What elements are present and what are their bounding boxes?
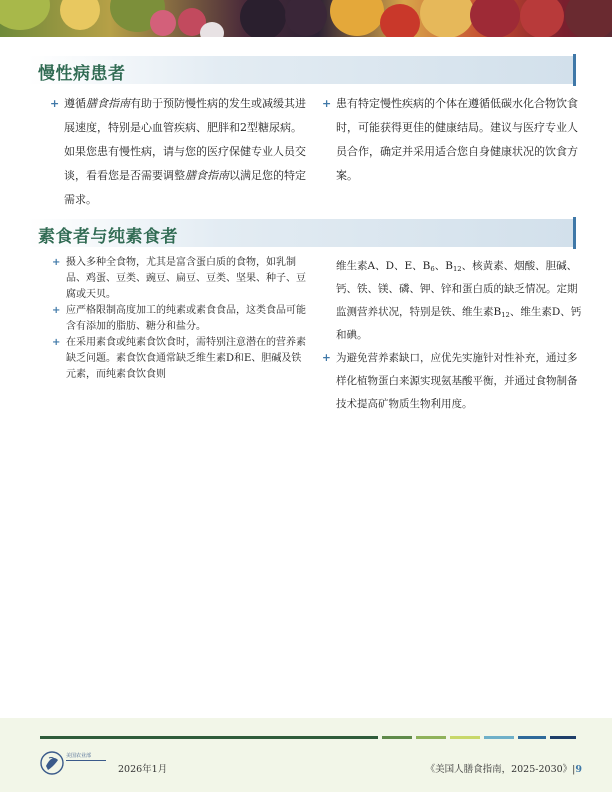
plus-bullet-icon: + — [52, 305, 61, 316]
list-item: + 遵循膳食指南有助于预防慢性病的发生或减缓其进展速度，特别是心血管疾病、肥胖和2型糖尿病。如果您患有慢性病，请与您的医疗保健专业人员交谈，看看您是否需要调整膳食指南以满足您的特定需求。 — [50, 92, 312, 212]
fruit-shape — [240, 0, 286, 37]
section-title: 慢性病患者 — [38, 64, 126, 84]
fruit-shape — [200, 22, 224, 37]
page-number: 9 — [575, 764, 582, 775]
fruit-shape — [420, 0, 474, 37]
list-item: + 应严格限制高度加工的纯素或素食食品，这类食品可能含有添加的脂肪、糖分和盐分。 — [52, 305, 306, 332]
plus-bullet-icon: + — [50, 97, 60, 110]
usda-hhs-logo — [40, 746, 110, 776]
fruit-shape — [565, 0, 612, 37]
footer-source-page — [426, 761, 582, 775]
footer-stripe — [550, 736, 576, 739]
footer-separator: | — [572, 764, 576, 775]
list-item: + 在采用素食或纯素食饮食时，需特别注意潜在的营养素缺乏问题。素食饮食通常缺乏维生素D和E、胆碱及铁元素，而纯素食饮食则 — [52, 337, 306, 380]
footer-stripe — [518, 736, 546, 739]
section2-left-column — [52, 255, 310, 383]
list-item: + 摄入多种全食物，尤其是富含蛋白质的食物，如乳制品、鸡蛋、豆类、豌豆、扁豆、豆类、坚果、种子、豆腐或天贝。 — [52, 257, 306, 300]
section-header-vegetarian — [28, 219, 576, 247]
footer-date: 2026年1月 — [118, 764, 168, 775]
fruit-shape — [60, 0, 100, 30]
fruit-banner-image — [0, 0, 612, 37]
section-accent-line — [573, 217, 576, 249]
plus-bullet-icon: + — [322, 352, 331, 364]
footer-stripe — [40, 736, 378, 739]
section-accent-line — [573, 54, 576, 86]
continued-paragraph: 维生素A、D、E、$B_6$、$B_{12}$、核黄素、烟酸、胆碱、钙、铁、镁、磷、钾、锌和蛋白质的缺乏情况。定期监测营养状况，特别是铁、维生素$B_{12}$、维生素D、钙和碘。 — [336, 260, 582, 341]
list-item: + 为避免营养素缺口，应优先实施针对性补充，通过多样化植物蛋白来源实现氨基酸平衡，并通过食物制备技术提高矿物质生物利用度。 — [322, 347, 584, 416]
fruit-shape — [330, 0, 384, 36]
footer-stripe — [382, 736, 412, 739]
section-header-chronic-disease — [28, 56, 576, 84]
section1-right-column — [322, 92, 582, 188]
fruit-shape — [150, 10, 176, 36]
section2-right-column — [322, 255, 584, 416]
section1-left-column — [50, 92, 312, 212]
fruit-shape — [0, 0, 50, 30]
plus-bullet-icon: + — [52, 257, 61, 268]
plus-bullet-icon: + — [52, 337, 61, 348]
fruit-shape — [380, 4, 420, 37]
footer-stripe — [416, 736, 446, 739]
list-item: + 患有特定慢性疾病的个体在遵循低碳水化合物饮食时，可能获得更佳的健康结局。建议与医疗专业人员合作，确定并采用适合您自身健康状况的饮食方案。 — [322, 92, 582, 188]
fruit-shape — [285, 0, 327, 36]
section-title: 素食者与纯素食者 — [38, 227, 178, 247]
footer-stripe — [484, 736, 514, 739]
logo-text: 美国农业部 — [66, 753, 92, 759]
fruit-shape — [520, 0, 564, 37]
fruit-shape — [470, 0, 520, 37]
plus-bullet-icon: + — [322, 97, 332, 110]
footer-source: 《美国人膳食指南，2025-2030》 — [425, 764, 573, 775]
footer-stripe — [450, 736, 480, 739]
